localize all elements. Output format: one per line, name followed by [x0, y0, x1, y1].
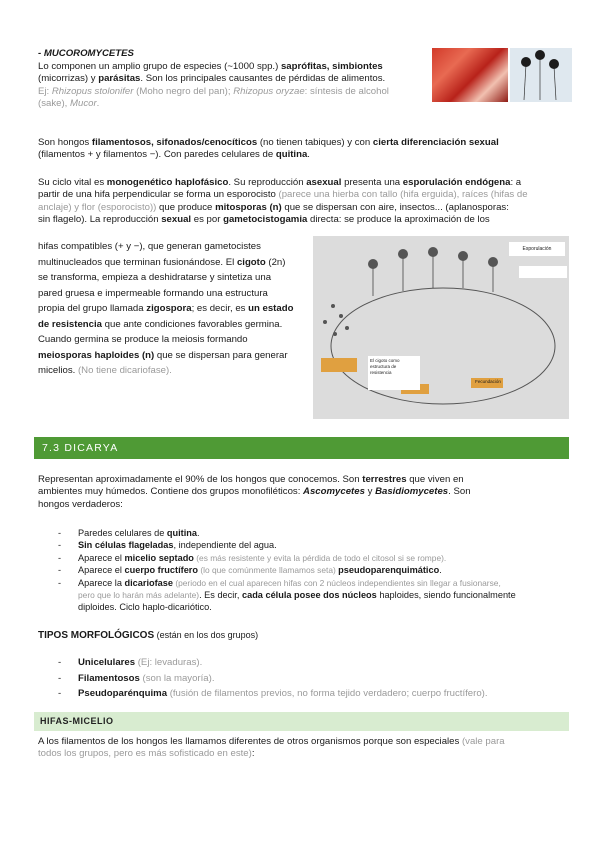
label-fecundacion: Fecundación	[475, 379, 501, 384]
section-header-dicarya: 7.3 DICARYA	[34, 437, 569, 459]
label-esporulacion: Esporulación	[509, 242, 565, 256]
muco-paragraph-2: Son hongos filamentosos, sifonados/cenocíticos (no tienen tabiques) y con cierta diferenciación sexual (filamentos + y filamentos −). Con paredes celulares de quitina.	[38, 137, 499, 161]
life-cycle-drawing	[313, 236, 569, 419]
list-item: - Sin células flageladas, independiente del agua.	[58, 540, 277, 551]
dicarya-intro: Representan aproximadamente el 90% de los hongos que conocemos. Son terrestres que viven en ambientes muy húmedos. Contiene dos grupos monofiléticos: Ascomycetes y Basidiomycetes. Son hongos verdaderos:	[38, 474, 471, 510]
hifas-paragraph: A los filamentos de los hongos les llamamos diferentes de otros organismos porque son especiales (vale para todos los grupos, pero es más sofisticado en este):	[38, 736, 505, 760]
sporangia-icon	[510, 48, 572, 102]
rhizopus-micrograph	[510, 48, 572, 102]
tipos-list	[38, 655, 568, 702]
list-item: - Paredes celulares de quitina.	[58, 528, 200, 538]
strawberries-mold-photo	[432, 48, 508, 102]
muco-paragraph-4: hifas compatibles (+ y −), que generan gametocistes multinucleados que terminan fusionándose. El cigoto (2n) se transforma, empieza a deshidratarse y sintetiza una pared gruesa e impermeable formando una estructura propia del grupo llamada zigospora; es decir, es un estado de resistencia que ante condiciones favorables germina. Cuando germina se produce la meiosis formando meiosporas haploides (n) que se dispersan para generar micelios. (No tiene dicariofase).	[38, 241, 294, 376]
muco-paragraph-1: Lo componen un amplio grupo de especies (~1000 spp.) saprófitas, simbiontes (micorrizas) y parásitas. Son los principales causantes de pérdidas de alimentos. Ej: Rhizopus stolonifer (Moho negro del pan); Rhizopus oryzae: síntesis de alcohol (sake), Mucor.	[38, 61, 389, 110]
life-cycle-diagram	[313, 236, 569, 419]
dicarya-characteristics-list	[38, 527, 568, 614]
list-item: - Unicelulares (Ej: levaduras).	[58, 657, 203, 668]
list-item: - Pseudoparénquima (fusión de filamentos previos, no forma tejido verdadero; cuerpo fructífero).	[58, 688, 488, 699]
label-blank-box	[519, 266, 567, 278]
section-title-mucoromycetes: - MUCOROMYCETES	[38, 48, 134, 59]
label-cigoto: El cigoto como estructura de resistencia	[368, 356, 420, 390]
list-item: - Aparece el micelio septado (es más resistente y evita la pérdida de todo el citosol si se rompe).	[58, 552, 447, 563]
tipos-morfologicos-heading: TIPOS MORFOLÓGICOS (están en los dos grupos)	[38, 630, 259, 641]
list-item: - Aparece el cuerpo fructífero (lo que comúnmente llamamos seta) pseudoparenquimático.	[58, 565, 442, 576]
list-item: - Aparece la dicariofase (periodo en el cual aparecen hifas con 2 núcleos independientes sin llegar a fusionarse, pero que lo harán más adelante). Es decir, cada célula posee dos núcleos haploides, siendo funcionalmente diploides. Ciclo haplo-dicariótico.	[58, 577, 516, 613]
muco-paragraph-3: Su ciclo vital es monogenético haplofásico. Su reproducción asexual presenta una esporulación endógena: a partir de una hifa perpendicular se forma un esporocisto (parece una hierba con tallo (hifa erguida), raíces (hifas de anclaje) y flor (esporocisto)) que produce mitosporas (n) que se dispersan con aire, insectos... (aplanosporas: sin flagelo). La reproducción sexual es por gametocistogamia directa: se produce la aproximación de los	[38, 177, 528, 226]
list-item: - Filamentosos (son la mayoría).	[58, 672, 215, 684]
section-header-hifas-micelio: HIFAS-MICELIO	[34, 712, 569, 731]
